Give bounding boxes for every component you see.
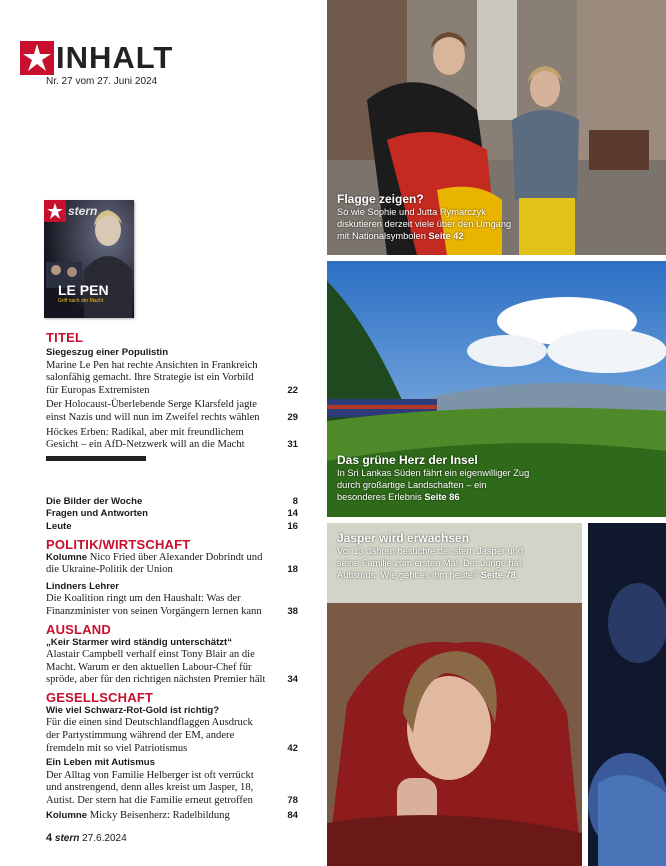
rubric-label: Leute: [46, 520, 72, 532]
toc-entry[interactable]: [46, 399, 300, 424]
footer-brand: stern: [54, 833, 80, 844]
photo-caption: [337, 531, 547, 581]
stern-logo-icon: [20, 41, 54, 75]
entry-text: Für die einen sind Deutschlandflaggen Ausdruck der Partystimmung während der EM, andere fremdeln mit so viel Patriotismus: [46, 717, 253, 754]
caption-text: Vor 13 Jahren besuchte der stern Jasper und seine Familie zum ersten Mal. Der Junge hat Autismus. Wie geht es ihm heute?: [337, 546, 524, 580]
page-number: 38: [287, 605, 298, 617]
issue-info: Nr. 27 vom 27. Juni 2024: [46, 76, 158, 87]
section-heading-politik: POLITIK/WIRTSCHAFT: [46, 536, 191, 552]
entry-text: Der Alltag von Familie Helberger ist oft verrückt und anstrengend, denn alles kreist um Jasper, 18, Autist. Der stern hat die Familie erneut getroffen: [46, 769, 254, 807]
page-title: INHALT: [56, 40, 174, 75]
cover-brand: stern: [68, 204, 98, 218]
page-number: 78: [287, 795, 298, 807]
rubric-label: Fragen und Antworten: [46, 508, 148, 520]
entry-text: Micky Beisenherz: Radelbildung: [89, 809, 230, 821]
footer-page-number: 4: [46, 832, 53, 844]
page-footer: [46, 832, 127, 844]
rubric-item[interactable]: [46, 508, 300, 521]
page-number: 16: [287, 520, 298, 532]
section-logo: [20, 40, 173, 76]
entry-text: Der Holocaust-Überlebende Serge Klarsfeld jagte einst Nazis und will nun im Zweifel rechts wählen: [46, 399, 260, 423]
section-heading-ausland: AUSLAND: [46, 621, 111, 637]
toc-entry[interactable]: [46, 637, 300, 687]
rubric-label: Die Bilder der Woche: [46, 495, 143, 507]
page-number: 29: [287, 411, 298, 423]
caption-title: Das grüne Herz der Insel: [337, 453, 478, 467]
entry-headline: Kolumne: [46, 809, 88, 821]
entry-text: Höckes Erben: Radikal, aber mit freundlichem Gesicht – ein AfD-Netzwerk will an die Macht: [46, 426, 245, 451]
section-heading-gesellschaft: GESELLSCHAFT: [46, 689, 154, 705]
toc-entry[interactable]: [46, 427, 300, 452]
section-heading-titel: TITEL: [46, 330, 84, 345]
caption-title: Jasper wird erwachsen: [337, 531, 470, 545]
entry-text: Alastair Campbell verhalf einst Tony Blair an die Macht. Warum er den aktuellen Labour-Chef für spröde, aber für den richtigen nächsten Premier hält: [46, 649, 266, 686]
cover-headline: LE PEN: [58, 282, 109, 298]
rubric-item[interactable]: [46, 521, 300, 534]
entry-text: Die Koalition ringt um den Haushalt: Was der Finanzminister von seinen Vorgängern lernen kann: [46, 593, 262, 617]
toc-entry[interactable]: [46, 552, 300, 577]
page-number: 18: [287, 564, 298, 576]
page-number: 14: [287, 508, 298, 520]
toc-entry[interactable]: [46, 347, 300, 397]
caption-page-ref: Seite 86: [424, 492, 460, 502]
caption-text: So wie Sophie und Jutta Rymarczyk diskutieren derzeit viele über den Umgang mit Nationalsymbolen: [337, 207, 512, 241]
toc-entry[interactable]: [46, 810, 300, 823]
divider-bar: [46, 456, 146, 461]
page-number: 84: [287, 809, 298, 821]
photo-partial[interactable]: [588, 523, 666, 866]
photo-caption: [337, 453, 537, 503]
entry-text: Nico Fried über Alexander Dobrindt und die Ukraine-Politik der Union: [46, 551, 263, 576]
rubric-item[interactable]: [46, 496, 300, 509]
cover-subline: Griff nach der Macht: [58, 298, 104, 304]
entry-headline: Ein Leben mit Autismus: [46, 757, 155, 769]
toc-entry[interactable]: [46, 757, 300, 807]
caption-page-ref: Seite 42: [428, 231, 464, 241]
photo-flag[interactable]: [327, 0, 666, 255]
toc-entry[interactable]: [46, 705, 300, 755]
caption-text: In Sri Lankas Süden fährt ein eigenwilliger Zug durch großartige Landschaften – ein besonderes Erlebnis: [337, 468, 530, 502]
page-number: 34: [287, 674, 298, 686]
entry-text: Marine Le Pen hat rechte Ansichten in Frankreich salonfähig gemacht. Ihre Strategie ist ein Vorbild für Europas Extremisten: [46, 359, 258, 396]
entry-headline: Siegeszug einer Populistin: [46, 347, 169, 358]
toc-entry[interactable]: [46, 581, 300, 619]
photo-jasper[interactable]: [327, 523, 582, 866]
caption-page-ref: Seite 78: [480, 570, 516, 580]
page-number: 31: [287, 439, 298, 451]
caption-title: Flagge zeigen?: [337, 192, 424, 206]
photo-train[interactable]: [327, 261, 666, 517]
page-number: 8: [292, 495, 298, 507]
entry-headline: „Keir Starmer wird ständig unterschätzt“: [46, 636, 233, 648]
entry-headline: Kolumne: [46, 551, 88, 563]
photo-caption: [337, 192, 517, 242]
entry-headline: Lindners Lehrer: [46, 580, 120, 592]
page-number: 22: [287, 384, 298, 396]
footer-date: 27.6.2024: [82, 833, 127, 844]
magazine-cover[interactable]: [44, 200, 134, 318]
page-number: 42: [287, 742, 298, 754]
table-of-contents: [46, 330, 300, 822]
entry-headline: Wie viel Schwarz-Rot-Gold ist richtig?: [46, 704, 220, 716]
